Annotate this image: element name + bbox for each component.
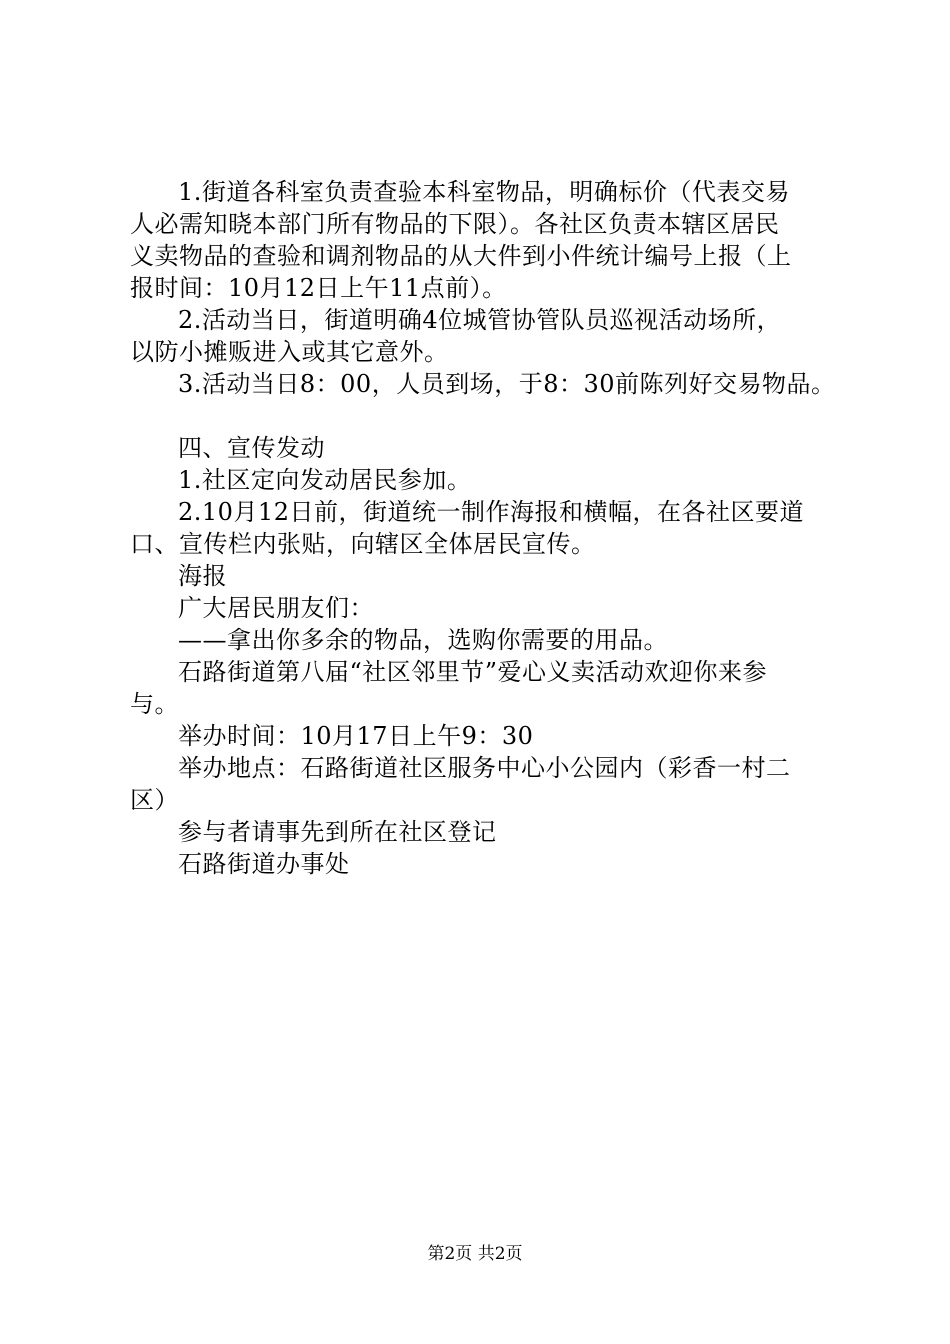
item-3-line-1: 3.活动当日8：00，人员到场，于8：30前陈列好交易物品。 [178,370,836,398]
item-1-line-2: 人必需知晓本部门所有物品的下限）。各社区负责本辖区居民 [130,210,780,238]
item-2-line-1: 2.活动当日，街道明确4位城管协管队员巡视活动场所， [178,306,782,334]
section-4-item-2-line-2: 口、宣传栏内张贴，向辖区全体居民宣传。 [130,530,596,558]
page-number-footer: 第2页 共2页 [427,1244,523,1264]
section-4-item-2-line-1: 2.10月12日前，街道统一制作海报和横幅，在各社区要道 [178,498,804,526]
poster-location-line-1: 举办地点：石路街道社区服务中心小公园内（彩香一村二 [178,754,791,782]
poster-invite-line-2: 与。 [130,690,179,718]
poster-location-line-2: 区） [130,786,179,814]
section-4-item-1: 1.社区定向发动居民参加。 [178,466,472,494]
section-4-heading: 四、宣传发动 [178,434,325,462]
item-2-line-2: 以防小摊贩进入或其它意外。 [130,338,449,366]
poster-greeting: 广大居民朋友们： [178,594,374,622]
poster-slogan: ——拿出你多余的物品，选购你需要的用品。 [178,626,668,654]
poster-note: 参与者请事先到所在社区登记 [178,818,497,846]
poster-time: 举办时间：10月17日上午9：30 [178,722,534,750]
poster-title: 海报 [178,562,227,590]
poster-signature: 石路街道办事处 [178,850,350,878]
item-1-line-3: 义卖物品的查验和调剂物品的从大件到小件统计编号上报（上 [130,242,792,270]
item-1-line-1: 1.街道各科室负责查验本科室物品，明确标价（代表交易 [178,178,790,206]
poster-invite-line-1: 石路街道第八届“社区邻里节”爱心义卖活动欢迎你来参 [178,658,768,686]
item-1-line-4: 报时间：10月12日上午11点前）。 [130,274,507,302]
